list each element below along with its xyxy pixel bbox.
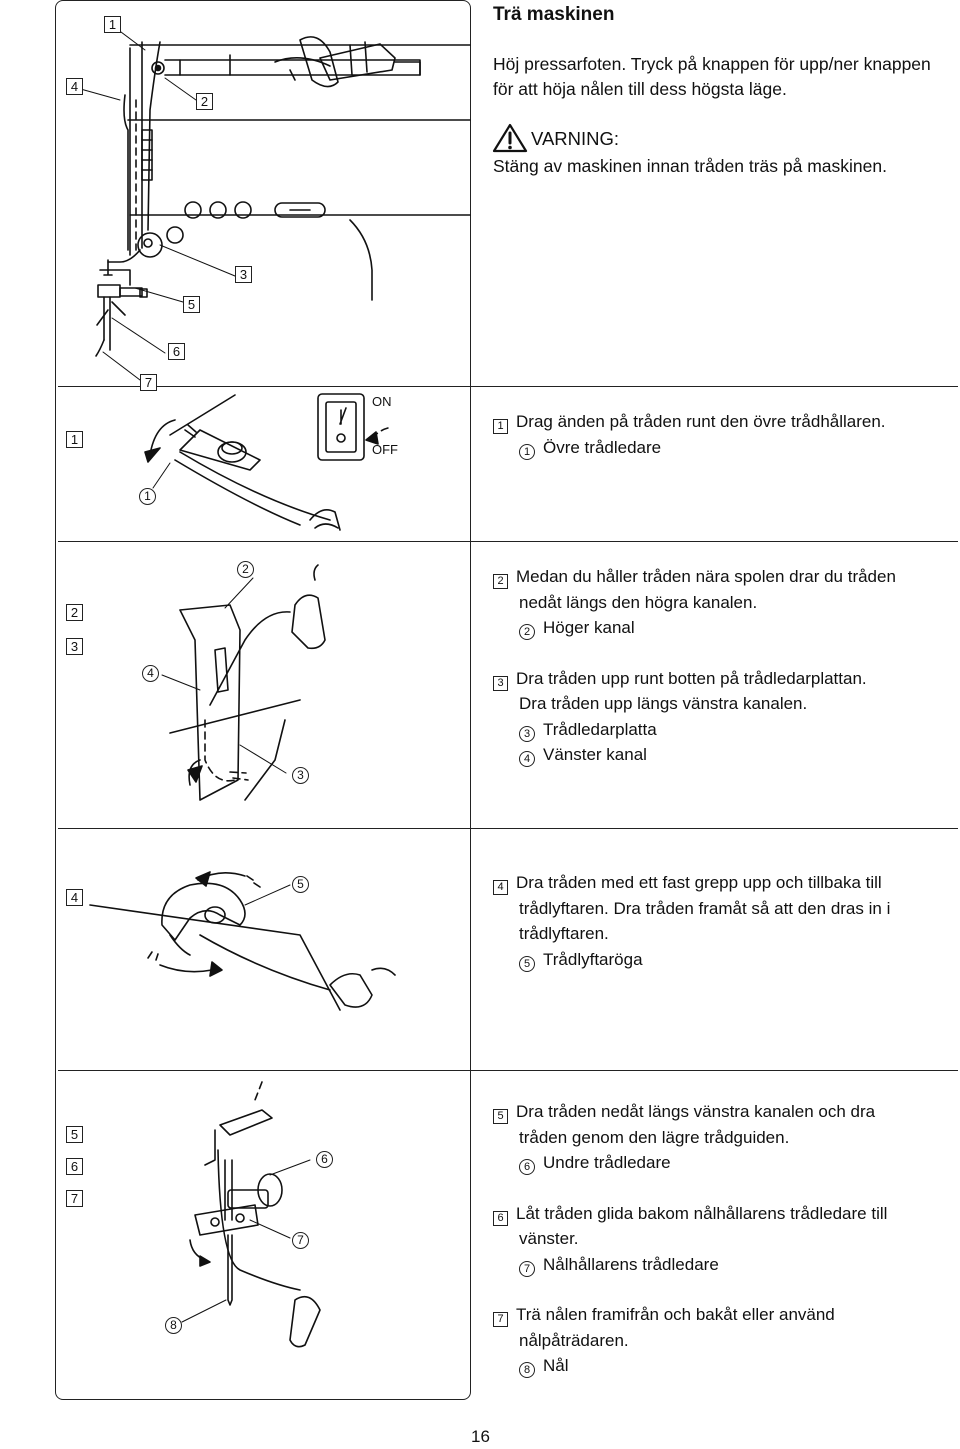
side-step-marker: 4: [66, 889, 83, 906]
step-number: 4: [493, 880, 508, 895]
part-callout: 4: [142, 665, 159, 682]
needle-bar-drawing: [182, 1082, 320, 1347]
part-line: 4 Vänster kanal: [493, 742, 943, 768]
step-line: trådlyftaren. Dra tråden framåt så att den dras in i: [519, 898, 891, 918]
step-number: 5: [493, 1109, 508, 1124]
part-callout: 1: [139, 488, 156, 505]
callout-step-marker: 2: [196, 93, 213, 110]
callout-step-marker: 7: [140, 374, 157, 391]
step-line: Dra tråden upp längs vänstra kanalen.: [519, 694, 808, 713]
thread-guide-drawing: [145, 395, 340, 530]
callout-step-marker: 4: [66, 78, 83, 95]
step-number: 1: [493, 419, 508, 434]
part-number: 7: [519, 1261, 535, 1277]
side-step-marker: 2: [66, 604, 83, 621]
callout-step-marker: 5: [183, 296, 200, 313]
part-number: 1: [519, 444, 535, 460]
side-step-marker: 5: [66, 1126, 83, 1143]
step-line: 1 Drag änden på tråden runt den övre trådhållaren.: [493, 409, 943, 435]
part-line: 5 Trådlyftaröga: [493, 947, 943, 973]
take-up-lever-drawing: [90, 872, 395, 1010]
machine-overview-drawing: [77, 26, 470, 380]
part-line: 2 Höger kanal: [493, 615, 943, 641]
intro-line: Höj pressarfoten. Tryck på knappen för upp/ner knappen: [493, 54, 931, 74]
page-number: 16: [471, 1427, 490, 1446]
part-number: 2: [519, 624, 535, 640]
step-line: trådlyftaren.: [519, 924, 609, 943]
step-line: tråden genom den lägre trådguiden.: [519, 1127, 790, 1147]
step-line: nedåt längs den högra kanalen.: [519, 592, 758, 612]
part-number: 3: [519, 726, 535, 742]
step-block: [493, 409, 943, 460]
part-line: 7 Nålhållarens trådledare: [493, 1252, 943, 1278]
warning-text: Stäng av maskinen innan tråden träs på maskinen.: [493, 156, 887, 176]
step-block: [493, 564, 943, 768]
side-step-marker: 6: [66, 1158, 83, 1175]
step-line: 7 Trä nålen framifrån och bakåt eller använd: [493, 1302, 943, 1328]
side-step-marker: 1: [66, 431, 83, 448]
part-line: 3 Trådledarplatta: [493, 717, 943, 743]
step-line: 5 Dra tråden nedåt längs vänstra kanalen och dra: [493, 1099, 943, 1125]
warning-label: VARNING:: [531, 128, 620, 149]
part-number: 8: [519, 1362, 535, 1378]
switch-off-label: OFF: [372, 442, 398, 457]
step-line: 3 Dra tråden upp runt botten på trådledarplattan.: [493, 666, 943, 692]
step-number: 3: [493, 676, 508, 691]
step-number: 2: [493, 574, 508, 589]
part-number: 5: [519, 956, 535, 972]
callout-step-marker: 3: [235, 266, 252, 283]
step-number: 7: [493, 1312, 508, 1327]
part-line: 6 Undre trådledare: [493, 1150, 943, 1176]
thread-channels-drawing: [162, 565, 325, 800]
part-callout: 8: [165, 1317, 182, 1334]
step-block: [493, 1099, 943, 1379]
callout-step-marker: 1: [104, 16, 121, 33]
page-title: Trä maskinen: [493, 4, 615, 25]
step-block: [493, 870, 943, 972]
step-line: 6 Låt tråden glida bakom nålhållarens trådledare till: [493, 1201, 943, 1227]
step-line: 2 Medan du håller tråden nära spolen drar du tråden: [493, 564, 943, 590]
callout-step-marker: 6: [168, 343, 185, 360]
intro-line: för att höja nålen till dess högsta läge.: [493, 79, 787, 99]
step-line: vänster.: [519, 1229, 579, 1248]
part-callout: 7: [292, 1232, 309, 1249]
side-step-marker: 3: [66, 638, 83, 655]
side-step-marker: 7: [66, 1190, 83, 1207]
part-callout: 6: [316, 1151, 333, 1168]
part-callout: 3: [292, 767, 309, 784]
step-number: 6: [493, 1211, 508, 1226]
part-number: 6: [519, 1159, 535, 1175]
step-line: nålpåträdaren.: [519, 1330, 629, 1350]
switch-on-label: ON: [372, 394, 392, 409]
part-callout: 2: [237, 561, 254, 578]
part-line: 1 Övre trådledare: [493, 435, 943, 461]
part-number: 4: [519, 751, 535, 767]
part-callout: 5: [292, 876, 309, 893]
part-line: 8 Nål: [493, 1353, 943, 1379]
step-line: 4 Dra tråden med ett fast grepp upp och tillbaka till: [493, 870, 943, 896]
